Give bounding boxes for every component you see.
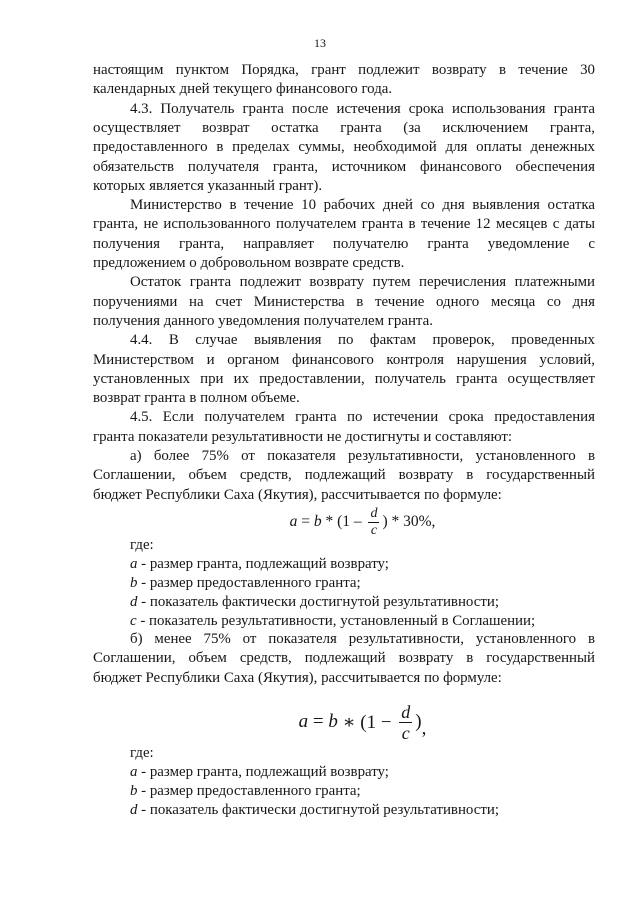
text-line: бюджет Республики Саха (Якутия), рассчитывается по формуле: [93, 669, 502, 686]
definition-line [130, 801, 595, 820]
definition-line [130, 574, 595, 593]
formula-var-b: b [328, 711, 338, 732]
formula-equals: = [308, 711, 329, 732]
text-line: Министерство в течение 10 рабочих дней со дня выявления остатка [130, 197, 595, 214]
fraction-numerator: d [370, 505, 378, 521]
formula-tail: ) [415, 711, 422, 732]
text-line: обязательств получателя гранта, источником финансового обеспечения [93, 158, 595, 175]
definition-line [130, 612, 595, 631]
formula-middle: ∗ (1 − [337, 711, 397, 733]
definition-text: - размер предоставленного гранта; [137, 575, 361, 591]
definition-var: d [130, 594, 138, 610]
text-line: Министерством и органом финансового контроля нарушения условий, [93, 351, 595, 368]
text-line: гранта показатели результативности не достигнуты и составляют: [93, 428, 513, 445]
fraction-denominator: c [401, 722, 410, 743]
definition-text: - показатель результативности, установленный в Соглашении; [136, 613, 536, 629]
page-number: 13 [314, 36, 326, 50]
text-line: получения гранта, направляет получателю гранта уведомление с [93, 235, 595, 252]
formula-tail: ) * 30%, [382, 513, 436, 530]
definition-var: a [130, 764, 138, 780]
formula-case-b [130, 700, 595, 744]
formula-fraction [368, 507, 379, 538]
text-line: получения данного уведомления получателем гранта. [93, 312, 433, 329]
text-line: возврат гранта в полном объеме. [93, 390, 300, 407]
definition-var: a [130, 556, 138, 572]
definition-line [130, 763, 595, 782]
text-line: Соглашении, объем средств, подлежащий возврату в государственный [93, 650, 595, 666]
formula-equals: = [297, 513, 314, 530]
text-line: осуществляет возврат остатка гранта (за исключением гранта, [93, 119, 595, 136]
case-a-line: а) более 75% от показателя результативности, установленного в [130, 448, 595, 464]
text-line: предоставленного в пределах суммы, необходимой для оплаты денежных [93, 139, 595, 156]
where-label: где: [130, 745, 154, 761]
text-line: установленных при их предоставлении, получатель гранта осуществляет [93, 370, 595, 387]
section-4-3-heading-line: 4.3. Получатель гранта после истечения срока использования гранта [130, 100, 595, 117]
definition-text: - показатель фактически достигнутой результативности; [137, 802, 499, 818]
formula-comma: , [421, 718, 427, 739]
formula-var-a: a [298, 711, 309, 732]
text-line: бюджет Республики Саха (Якутия), рассчитывается по формуле: [93, 486, 502, 503]
definition-text: - размер предоставленного гранта; [137, 783, 361, 799]
text-line: настоящим пунктом Порядка, грант подлежит возврату в течение 30 [93, 62, 595, 78]
text-line: Соглашении, объем средств, подлежащий возврату в государственный [93, 467, 595, 484]
formula-middle: * (1 – [321, 513, 366, 530]
definition-var: d [130, 802, 138, 818]
formula-case-a [130, 505, 595, 539]
definition-line [130, 555, 595, 574]
fraction-denominator: c [370, 522, 378, 538]
definition-var: b [130, 783, 138, 799]
text-line: Остаток гранта подлежит возврату путем перечисления платежными [130, 274, 595, 291]
definition-line [130, 593, 595, 612]
fraction-numerator: d [401, 701, 411, 722]
definition-line [130, 782, 595, 801]
definition-text: - показатель фактически достигнутой результативности; [137, 594, 499, 610]
section-4-4-heading-line: 4.4. В случае выявления по фактам проверок, проведенных [130, 332, 595, 349]
case-b-line: б) менее 75% от показателя результативности, установленного в [130, 631, 595, 647]
text-line: предложением о добровольном возврате средств. [93, 255, 405, 271]
formula-var-a: a [289, 513, 298, 530]
definition-text: - размер гранта, подлежащий возврату; [137, 556, 389, 572]
definition-text: - размер гранта, подлежащий возврату; [137, 764, 389, 780]
text-line: гранта, не использованного получателем гранта в течение 12 месяцев с даты [93, 216, 595, 233]
definition-var: b [130, 575, 138, 591]
text-line: которых является указанный грант). [93, 177, 323, 194]
section-4-5-heading-line: 4.5. Если получателем гранта по истечении срока предоставления [130, 409, 595, 426]
where-label: где: [130, 537, 154, 553]
formula-var-b: b [313, 513, 322, 530]
text-line: календарных дней текущего финансового года. [93, 81, 393, 98]
text-line: поручениями на счет Министерства в течение одного месяца со дня [93, 293, 595, 310]
definition-var: c [130, 613, 137, 629]
formula-fraction [399, 703, 412, 742]
